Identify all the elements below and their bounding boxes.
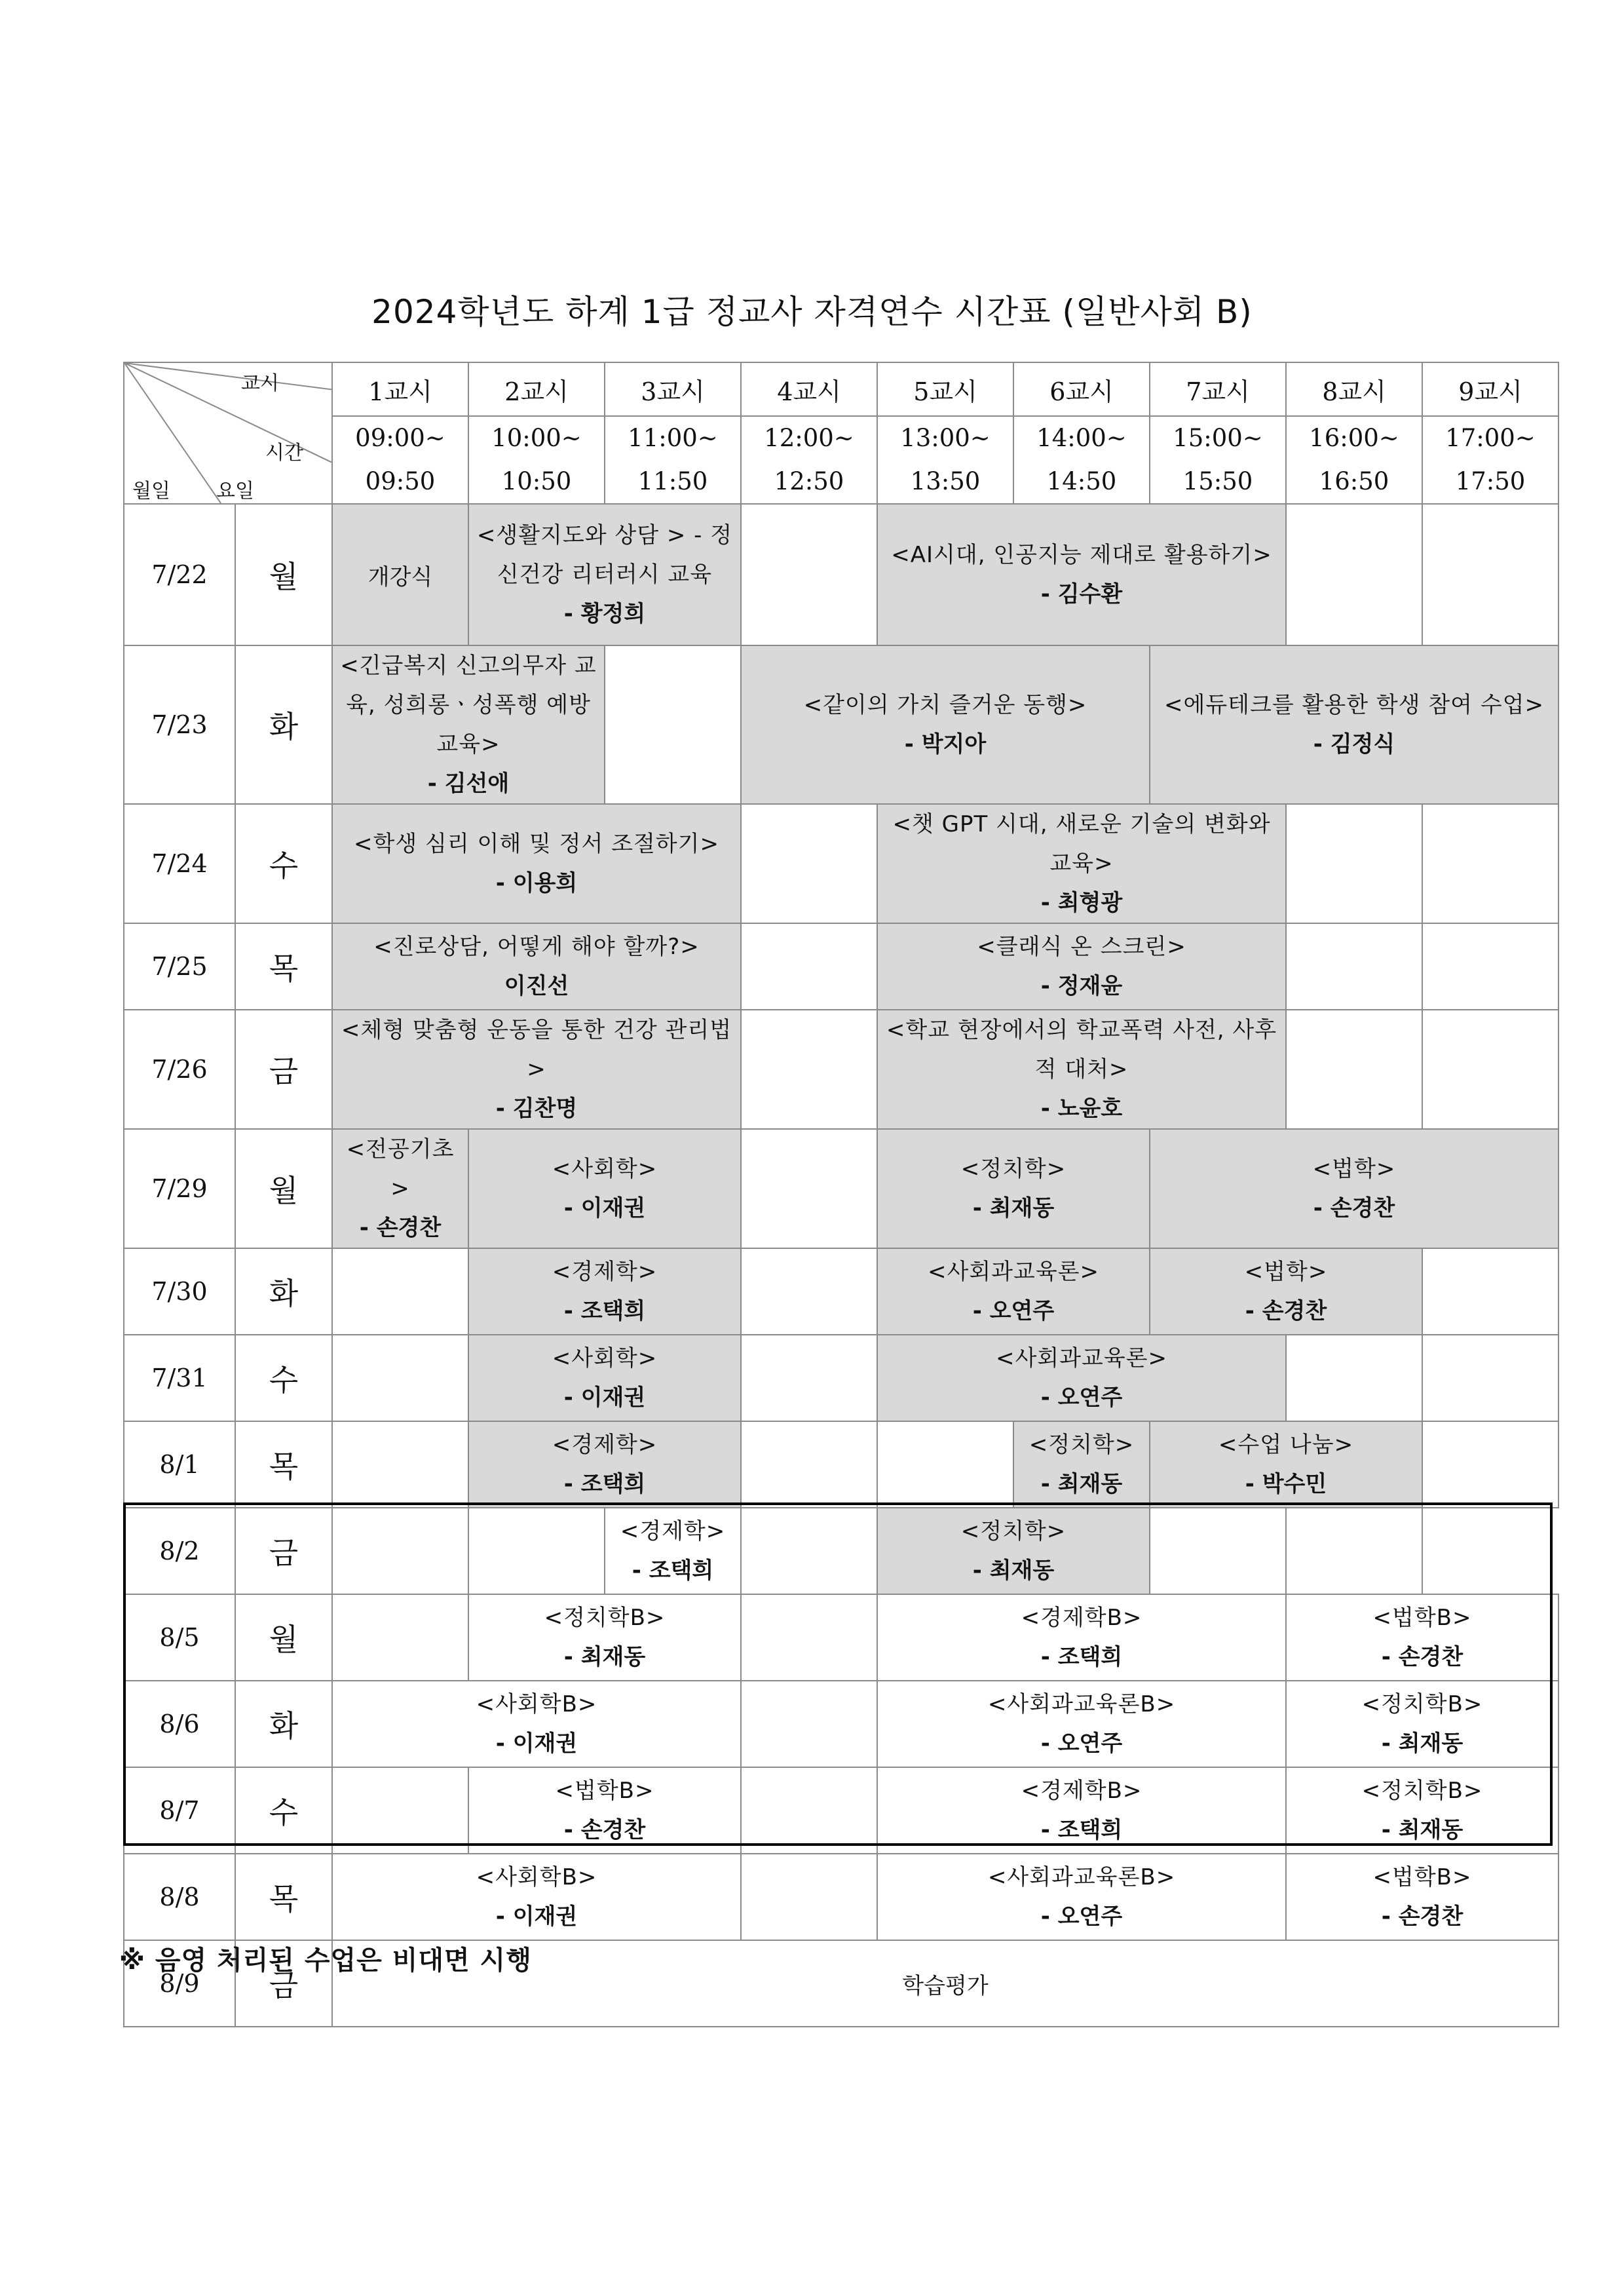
day-row bbox=[124, 1010, 1558, 1129]
instructor-name: - 최재동 bbox=[1381, 1731, 1463, 1757]
course-title: <정치학> bbox=[960, 1518, 1067, 1544]
period-label: 6교시 bbox=[1013, 362, 1150, 416]
empty-slot bbox=[1286, 923, 1422, 1010]
course-title: <같이의 가치 즐거운 동행> bbox=[803, 692, 1087, 718]
period-end: 13:50 bbox=[910, 467, 981, 495]
day-row bbox=[124, 645, 1558, 804]
corner-period-label: 교시 bbox=[241, 372, 279, 395]
instructor-name: - 오연주 bbox=[1040, 1731, 1123, 1757]
empty-slot bbox=[1422, 923, 1558, 1010]
empty-slot bbox=[332, 1421, 468, 1508]
empty-slot bbox=[741, 1767, 877, 1854]
session-cell bbox=[877, 1129, 1150, 1248]
course-title: <생활지도와 상담 > - 정신건강 리터러시 교육 bbox=[476, 522, 733, 588]
weekday-cell: 수 bbox=[235, 1767, 332, 1854]
session-text: 개강식 bbox=[368, 564, 433, 590]
session-cell bbox=[332, 1010, 741, 1129]
instructor-name: - 이용희 bbox=[495, 870, 578, 896]
instructor-name: - 노윤호 bbox=[1040, 1096, 1123, 1122]
course-title: <정치학> bbox=[960, 1156, 1067, 1182]
session-cell bbox=[877, 1248, 1150, 1335]
instructor-name: - 손경찬 bbox=[1381, 1904, 1463, 1930]
date-cell: 7/29 bbox=[124, 1129, 235, 1248]
empty-slot bbox=[1422, 1421, 1558, 1508]
day-row bbox=[124, 1854, 1558, 1940]
session-cell bbox=[1286, 1594, 1558, 1681]
empty-slot bbox=[332, 1335, 468, 1421]
instructor-name: - 조택희 bbox=[563, 1298, 646, 1324]
period-time bbox=[1150, 416, 1286, 504]
date-cell: 7/23 bbox=[124, 645, 235, 804]
period-label: 8교시 bbox=[1286, 362, 1422, 416]
session-cell bbox=[468, 1767, 741, 1854]
empty-slot bbox=[741, 1248, 877, 1335]
period-time bbox=[877, 416, 1013, 504]
weekday-cell: 금 bbox=[235, 1508, 332, 1594]
empty-slot bbox=[332, 1767, 468, 1854]
period-time bbox=[1422, 416, 1558, 504]
date-cell: 8/8 bbox=[124, 1854, 235, 1940]
session-cell bbox=[332, 1854, 741, 1940]
period-end: 09:50 bbox=[365, 467, 436, 495]
instructor-name: - 최형광 bbox=[1040, 890, 1123, 916]
empty-slot bbox=[1286, 504, 1422, 645]
instructor-name: - 최재동 bbox=[972, 1195, 1055, 1221]
session-cell bbox=[332, 645, 605, 804]
empty-slot bbox=[741, 1854, 877, 1940]
day-row bbox=[124, 1335, 1558, 1421]
period-label: 4교시 bbox=[741, 362, 877, 416]
course-title: <경제학> bbox=[552, 1432, 658, 1458]
empty-slot bbox=[741, 1010, 877, 1129]
date-cell: 8/9 bbox=[124, 1940, 235, 2027]
instructor-name: - 오연주 bbox=[1040, 1904, 1123, 1930]
empty-slot bbox=[741, 1508, 877, 1594]
empty-slot bbox=[332, 1594, 468, 1681]
date-cell: 7/22 bbox=[124, 504, 235, 645]
date-cell: 8/6 bbox=[124, 1681, 235, 1767]
corner-cell bbox=[124, 362, 332, 504]
session-cell bbox=[877, 1508, 1150, 1594]
session-cell bbox=[877, 1767, 1286, 1854]
period-start: 13:00~ bbox=[900, 424, 991, 452]
day-row bbox=[124, 804, 1558, 923]
period-header-row bbox=[124, 362, 1558, 416]
period-time bbox=[468, 416, 605, 504]
period-time bbox=[605, 416, 741, 504]
session-cell bbox=[877, 1010, 1286, 1129]
period-label: 1교시 bbox=[332, 362, 468, 416]
empty-slot bbox=[741, 504, 877, 645]
session-cell bbox=[877, 804, 1286, 923]
weekday-cell: 목 bbox=[235, 1421, 332, 1508]
empty-slot bbox=[1422, 1248, 1558, 1335]
period-start: 11:00~ bbox=[628, 424, 718, 452]
course-title: <전공기초> bbox=[346, 1136, 455, 1202]
session-cell bbox=[877, 1594, 1286, 1681]
weekday-cell: 금 bbox=[235, 1940, 332, 2027]
empty-slot bbox=[741, 1681, 877, 1767]
session-cell bbox=[1286, 1854, 1558, 1940]
weekday-cell: 수 bbox=[235, 804, 332, 923]
course-title: <사회과교육론> bbox=[995, 1345, 1168, 1371]
session-cell bbox=[1013, 1421, 1150, 1508]
session-cell bbox=[332, 1129, 468, 1248]
instructor-name: - 최재동 bbox=[972, 1558, 1055, 1584]
period-end: 14:50 bbox=[1046, 467, 1117, 495]
period-label: 9교시 bbox=[1422, 362, 1558, 416]
corner-date-label: 월일 bbox=[132, 480, 170, 503]
timetable-body bbox=[124, 504, 1558, 2027]
instructor-name: - 조택희 bbox=[1040, 1817, 1123, 1843]
session-cell bbox=[877, 1854, 1286, 1940]
day-row bbox=[124, 1594, 1558, 1681]
session-cell bbox=[468, 1421, 741, 1508]
session-cell bbox=[1150, 1421, 1422, 1508]
empty-slot bbox=[332, 1248, 468, 1335]
course-title: <학교 현장에서의 학교폭력 사전, 사후적 대처> bbox=[886, 1017, 1277, 1082]
session-cell bbox=[468, 1129, 741, 1248]
empty-slot bbox=[332, 1508, 468, 1594]
session-cell bbox=[332, 504, 468, 645]
session-cell bbox=[1150, 645, 1558, 804]
instructor-name: - 박수민 bbox=[1245, 1471, 1327, 1497]
session-cell bbox=[332, 923, 741, 1010]
instructor-name: - 조택희 bbox=[632, 1558, 714, 1584]
weekday-cell: 금 bbox=[235, 1010, 332, 1129]
period-end: 17:50 bbox=[1455, 467, 1526, 495]
session-cell bbox=[877, 1681, 1286, 1767]
instructor-name: - 이재권 bbox=[495, 1731, 578, 1757]
course-title: <사회과교육론B> bbox=[987, 1864, 1176, 1890]
weekday-cell: 화 bbox=[235, 1248, 332, 1335]
date-cell: 7/31 bbox=[124, 1335, 235, 1421]
instructor-name: - 박지아 bbox=[904, 731, 987, 757]
session-cell bbox=[332, 1681, 741, 1767]
empty-slot bbox=[741, 1335, 877, 1421]
date-cell: 8/5 bbox=[124, 1594, 235, 1681]
empty-slot bbox=[1286, 1010, 1422, 1129]
instructor-name: - 최재동 bbox=[1381, 1817, 1463, 1843]
period-time bbox=[1286, 416, 1422, 504]
course-title: <법학> bbox=[1312, 1156, 1396, 1182]
empty-slot bbox=[741, 923, 877, 1010]
session-cell bbox=[741, 645, 1150, 804]
period-time bbox=[1013, 416, 1150, 504]
instructor-name: - 이재권 bbox=[495, 1904, 578, 1930]
course-title: <정치학> bbox=[1029, 1432, 1135, 1458]
period-start: 10:00~ bbox=[491, 424, 582, 452]
instructor-name: - 손경찬 bbox=[1245, 1298, 1327, 1324]
period-start: 17:00~ bbox=[1445, 424, 1536, 452]
period-time bbox=[332, 416, 468, 504]
day-row bbox=[124, 1681, 1558, 1767]
session-cell bbox=[468, 1248, 741, 1335]
day-row bbox=[124, 1129, 1558, 1248]
course-title: <사회학B> bbox=[476, 1691, 597, 1717]
course-title: <챗 GPT 시대, 새로운 기술의 변화와 교육> bbox=[892, 811, 1271, 877]
course-title: <사회과교육론B> bbox=[987, 1691, 1176, 1717]
instructor-name: - 정재윤 bbox=[1040, 973, 1123, 999]
instructor-name: - 최재동 bbox=[563, 1644, 646, 1670]
day-row bbox=[124, 504, 1558, 645]
period-start: 09:00~ bbox=[355, 424, 445, 452]
weekday-cell: 화 bbox=[235, 645, 332, 804]
time-header-row bbox=[124, 416, 1558, 504]
course-title: <사회과교육론> bbox=[927, 1259, 1100, 1285]
instructor-name: - 최재동 bbox=[1040, 1471, 1123, 1497]
course-title: <에듀테크를 활용한 학생 참여 수업> bbox=[1163, 692, 1545, 718]
instructor-name: - 손경찬 bbox=[359, 1215, 442, 1241]
weekday-cell: 월 bbox=[235, 1129, 332, 1248]
session-cell bbox=[877, 923, 1286, 1010]
session-text: 학습평가 bbox=[902, 1972, 989, 1999]
empty-slot bbox=[1422, 504, 1558, 645]
day-row bbox=[124, 1767, 1558, 1854]
session-cell bbox=[1150, 1129, 1558, 1248]
course-title: <진로상담, 어떻게 해야 할까?> bbox=[373, 934, 700, 960]
instructor-name: 이진선 bbox=[504, 973, 569, 999]
course-title: <체형 맞춤형 운동을 통한 건강 관리법> bbox=[341, 1017, 732, 1082]
session-cell bbox=[468, 504, 741, 645]
corner-day-label: 요일 bbox=[216, 480, 254, 503]
weekday-cell: 화 bbox=[235, 1681, 332, 1767]
instructor-name: - 손경찬 bbox=[1313, 1195, 1395, 1221]
session-cell bbox=[877, 504, 1286, 645]
period-end: 11:50 bbox=[637, 467, 708, 495]
empty-slot bbox=[1286, 1508, 1422, 1594]
date-cell: 8/7 bbox=[124, 1767, 235, 1854]
instructor-name: - 손경찬 bbox=[1381, 1644, 1463, 1670]
weekday-cell: 월 bbox=[235, 1594, 332, 1681]
course-title: <사회학B> bbox=[476, 1864, 597, 1890]
period-start: 15:00~ bbox=[1173, 424, 1263, 452]
instructor-name: - 조택희 bbox=[563, 1471, 646, 1497]
course-title: <경제학> bbox=[620, 1518, 726, 1544]
session-cell bbox=[1286, 1681, 1558, 1767]
period-label: 7교시 bbox=[1150, 362, 1286, 416]
empty-slot bbox=[741, 1421, 877, 1508]
period-label: 5교시 bbox=[877, 362, 1013, 416]
period-start: 14:00~ bbox=[1036, 424, 1127, 452]
course-title: <경제학> bbox=[552, 1259, 658, 1285]
instructor-name: - 김찬명 bbox=[495, 1096, 578, 1122]
empty-slot bbox=[468, 1508, 605, 1594]
period-start: 12:00~ bbox=[764, 424, 854, 452]
date-cell: 7/25 bbox=[124, 923, 235, 1010]
session-cell bbox=[877, 1335, 1286, 1421]
instructor-name: - 오연주 bbox=[1040, 1385, 1123, 1411]
weekday-cell: 수 bbox=[235, 1335, 332, 1421]
day-row bbox=[124, 1421, 1558, 1508]
date-cell: 8/2 bbox=[124, 1508, 235, 1594]
session-cell bbox=[332, 804, 741, 923]
instructor-name: - 김선애 bbox=[427, 771, 510, 797]
empty-slot bbox=[741, 1594, 877, 1681]
course-title: <클래식 온 스크린> bbox=[977, 934, 1186, 960]
course-title: <법학B> bbox=[1372, 1605, 1472, 1631]
weekday-cell: 목 bbox=[235, 923, 332, 1010]
date-cell: 7/26 bbox=[124, 1010, 235, 1129]
corner-time-label: 시간 bbox=[265, 442, 303, 465]
course-title: <학생 심리 이해 및 정서 조절하기> bbox=[354, 831, 719, 857]
day-row bbox=[124, 1248, 1558, 1335]
instructor-name: - 김정식 bbox=[1313, 731, 1395, 757]
period-time bbox=[741, 416, 877, 504]
course-title: <법학B> bbox=[555, 1778, 654, 1804]
course-title: <사회학> bbox=[552, 1345, 658, 1371]
period-end: 10:50 bbox=[501, 467, 572, 495]
period-label: 2교시 bbox=[468, 362, 605, 416]
empty-slot bbox=[1422, 1010, 1558, 1129]
session-cell bbox=[605, 1508, 741, 1594]
period-start: 16:00~ bbox=[1309, 424, 1399, 452]
weekday-cell: 월 bbox=[235, 504, 332, 645]
session-cell bbox=[468, 1335, 741, 1421]
empty-slot bbox=[1150, 1508, 1286, 1594]
period-end: 16:50 bbox=[1319, 467, 1389, 495]
footnote: ※ 음영 처리된 수업은 비대면 시행 bbox=[119, 1945, 532, 1976]
course-title: <정치학B> bbox=[1361, 1778, 1483, 1804]
instructor-name: - 황정희 bbox=[563, 601, 646, 627]
course-title: <정치학B> bbox=[1361, 1691, 1483, 1717]
page-title: 2024학년도 하계 1급 정교사 자격연수 시간표 (일반사회 B) bbox=[371, 293, 1253, 331]
day-row bbox=[124, 1508, 1558, 1594]
instructor-name: - 조택희 bbox=[1040, 1644, 1123, 1670]
period-end: 15:50 bbox=[1182, 467, 1253, 495]
instructor-name: - 이재권 bbox=[563, 1385, 646, 1411]
session-cell bbox=[1286, 1767, 1558, 1854]
course-title: <긴급복지 신고의무자 교육, 성희롱ㆍ성폭행 예방 교육> bbox=[340, 653, 597, 757]
empty-slot bbox=[1422, 804, 1558, 923]
course-title: <AI시대, 인공지능 제대로 활용하기> bbox=[891, 542, 1272, 568]
session-cell bbox=[468, 1594, 741, 1681]
weekday-cell: 목 bbox=[235, 1854, 332, 1940]
date-cell: 7/24 bbox=[124, 804, 235, 923]
course-title: <경제학B> bbox=[1021, 1778, 1142, 1804]
empty-slot bbox=[605, 645, 741, 804]
instructor-name: - 오연주 bbox=[972, 1298, 1055, 1324]
timetable bbox=[123, 362, 1559, 2027]
period-label: 3교시 bbox=[605, 362, 741, 416]
empty-slot bbox=[1286, 1335, 1422, 1421]
date-cell: 7/30 bbox=[124, 1248, 235, 1335]
empty-slot bbox=[741, 804, 877, 923]
course-title: <사회학> bbox=[552, 1156, 658, 1182]
date-cell: 8/1 bbox=[124, 1421, 235, 1508]
empty-slot bbox=[877, 1421, 1013, 1508]
empty-slot bbox=[741, 1129, 877, 1248]
course-title: <수업 나눔> bbox=[1218, 1432, 1354, 1458]
course-title: <경제학B> bbox=[1021, 1605, 1142, 1631]
course-title: <법학B> bbox=[1372, 1864, 1472, 1890]
instructor-name: - 이재권 bbox=[563, 1195, 646, 1221]
day-row bbox=[124, 923, 1558, 1010]
instructor-name: - 손경찬 bbox=[563, 1817, 646, 1843]
instructor-name: - 김수환 bbox=[1040, 581, 1123, 607]
course-title: <정치학B> bbox=[544, 1605, 666, 1631]
session-cell bbox=[1150, 1248, 1422, 1335]
empty-slot bbox=[1286, 804, 1422, 923]
course-title: <법학> bbox=[1244, 1259, 1328, 1285]
period-end: 12:50 bbox=[774, 467, 844, 495]
empty-slot bbox=[1422, 1335, 1558, 1421]
